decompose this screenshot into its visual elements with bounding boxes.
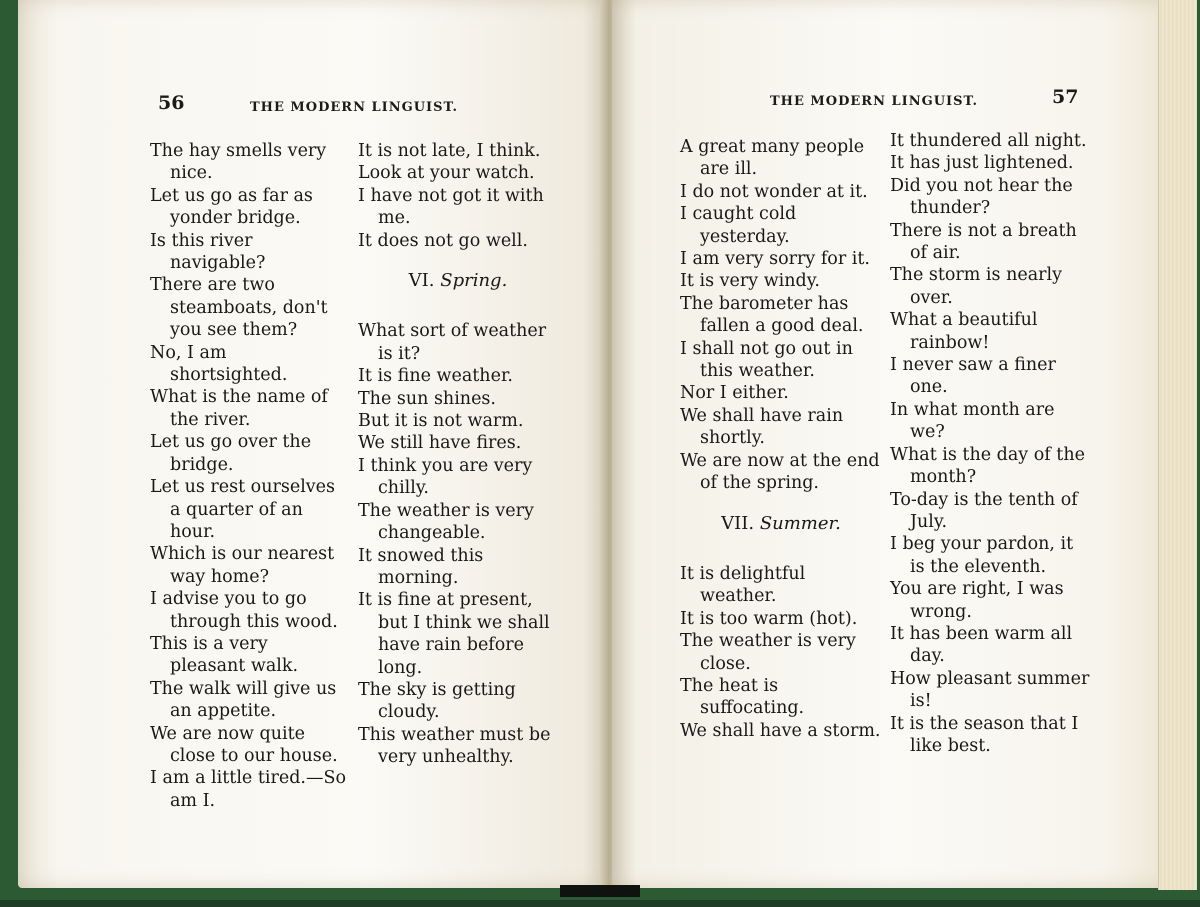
right-column-2 — [890, 130, 1092, 757]
dialogue-line: What is the day of the month? — [890, 444, 1085, 488]
dialogue-line: How pleasant summer is! — [890, 668, 1090, 712]
section-number: VI. — [408, 270, 435, 292]
dialogue-line: The hay smells very nice. — [150, 141, 327, 184]
dialogue-line: What is the name of the river. — [150, 387, 328, 430]
dialogue-line: It does not go well. — [358, 230, 528, 251]
dialogue-line: Is this river navigable? — [150, 230, 266, 274]
section-heading-spring — [358, 270, 558, 292]
page-number-right: 57 — [1052, 86, 1079, 108]
dialogue-line: The weather is very close. — [680, 631, 856, 674]
dialogue-line: The heat is suffocating. — [680, 675, 805, 719]
dialogue-line: It is the season that I like best. — [890, 713, 1079, 756]
dialogue-line: Look at your watch. — [358, 163, 535, 184]
dialogue-line: We are now quite close to our house. — [150, 723, 338, 766]
dialogue-line: There are two steamboats, don't you see them? — [150, 275, 328, 341]
running-head-right: THE MODERN LINGUIST. — [770, 94, 979, 109]
section-heading-summer — [680, 513, 882, 535]
section-number: VII. — [721, 512, 755, 534]
dialogue-line: This is a very pleasant walk. — [150, 633, 299, 677]
running-head-left: THE MODERN LINGUIST. — [250, 100, 459, 115]
dialogue-line: It has just lightened. — [890, 153, 1074, 174]
section-title: Spring. — [440, 270, 508, 292]
dialogue-line: There is not a breath of air. — [890, 220, 1077, 264]
section-title: Summer. — [759, 512, 841, 534]
left-column-2 — [358, 140, 558, 769]
dialogue-line: The weather is very changeable. — [358, 500, 534, 544]
dialogue-line: It thundered all night. — [890, 131, 1087, 151]
right-column-1 — [680, 136, 882, 742]
dialogue-line: You are right, I was wrong. — [890, 579, 1064, 622]
dialogue-line: We shall have rain shortly. — [680, 405, 844, 449]
dialogue-line: We shall have a storm. — [680, 720, 881, 741]
dialogue-line: This weather must be very unhealthy. — [358, 724, 551, 768]
dialogue-line: It is not late, I think. — [358, 141, 541, 161]
left-column-2-top — [358, 140, 558, 252]
left-column-1 — [150, 140, 348, 812]
dialogue-line: Let us go as far as yonder bridge. — [150, 185, 313, 229]
dialogue-line: Which is our nearest way home? — [150, 544, 335, 587]
dialogue-line: We are now at the end of the spring. — [680, 450, 880, 494]
page-number-left: 56 — [158, 92, 185, 114]
dialogue-line: I shall not go out in this weather. — [680, 338, 853, 382]
dialogue-line: But it is not warm. — [358, 411, 524, 432]
dialogue-line: The walk will give us an appetite. — [150, 678, 337, 722]
dialogue-line: To-day is the tenth of July. — [890, 489, 1078, 532]
dialogue-line: The sun shines. — [358, 388, 496, 409]
dialogue-line: I beg your pardon, it is the eleventh. — [890, 534, 1074, 577]
dialogue-line: In what month are we? — [890, 399, 1055, 443]
dialogue-line: I advise you to go through this wood. — [150, 589, 338, 632]
spine-headband — [560, 885, 640, 897]
dialogue-line: It is fine weather. — [358, 366, 513, 387]
dialogue-line: It is very windy. — [680, 271, 820, 292]
dialogue-line: I have not got it with me. — [358, 185, 544, 229]
left-column-2-bottom — [358, 320, 558, 768]
dialogue-line: It has been warm all day. — [890, 623, 1073, 667]
dialogue-line: I am a little tired.—So am I. — [150, 768, 346, 811]
dialogue-line: The sky is getting cloudy. — [358, 679, 516, 723]
dialogue-line: I think you are very chilly. — [358, 455, 533, 499]
page-edges — [1158, 0, 1197, 890]
dialogue-line: I do not wonder at it. — [680, 181, 868, 202]
dialogue-line: Let us rest ourselves a quarter of an hour. — [150, 477, 336, 542]
dialogue-line: It snowed this morning. — [358, 545, 484, 588]
dialogue-line: It is delightful weather. — [680, 563, 806, 607]
right-page — [612, 0, 1172, 888]
dialogue-line: The storm is nearly over. — [890, 265, 1062, 308]
dialogue-line: It is too warm (hot). — [680, 608, 858, 629]
left-page — [18, 0, 606, 888]
dialogue-line: I never saw a finer one. — [890, 355, 1056, 398]
dialogue-line: Let us go over the bridge. — [150, 432, 312, 475]
dialogue-line: A great many people are ill. — [680, 137, 865, 180]
dialogue-line: The barometer has fallen a good deal. — [680, 293, 864, 337]
dialogue-line: No, I am shortsighted. — [150, 342, 288, 386]
right-column-1-top — [680, 136, 882, 495]
dialogue-line: Did you not hear the thunder? — [890, 175, 1073, 219]
dialogue-line: I caught cold yesterday. — [680, 204, 797, 247]
dialogue-line: We still have fires. — [358, 433, 522, 454]
dialogue-line: What sort of weather is it? — [358, 321, 547, 364]
dialogue-line: What a beautiful rainbow! — [890, 310, 1038, 353]
dialogue-line: I am very sorry for it. — [680, 249, 870, 270]
dialogue-line: Nor I either. — [680, 383, 789, 404]
right-column-1-bottom — [680, 563, 882, 742]
dialogue-line: It is fine at present, but I think we shall have rain before long. — [358, 590, 550, 678]
